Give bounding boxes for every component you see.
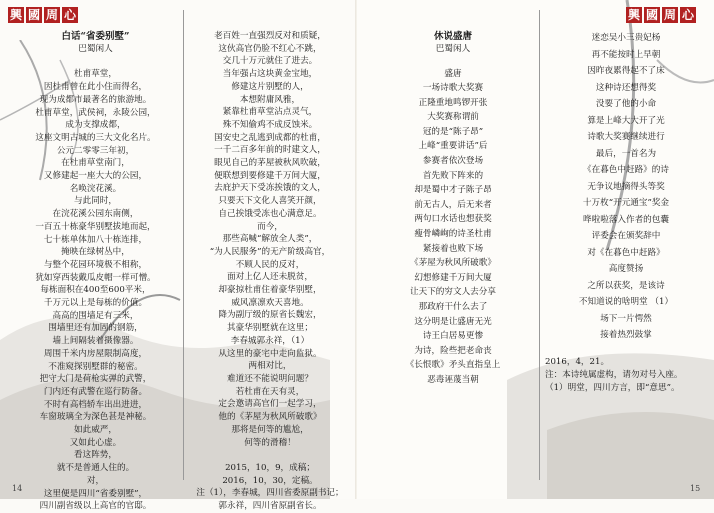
column-poem-1: [378, 30, 528, 388]
text-line: 看这阵势，: [74, 450, 117, 461]
text-line: 不准窥探别墅群的秘密。: [48, 361, 143, 372]
text-line: 迷恋吴小三贵妃杨: [591, 33, 661, 43]
text-line: 现为成都市最著名的旅游地。: [39, 94, 152, 105]
article-author: 巴蜀闲人: [78, 44, 113, 54]
text-line: 车窗玻璃全为深色甚是神秘。: [39, 412, 152, 423]
text-line: 因昨夜累得起不了床: [587, 66, 665, 76]
text-line: 那将是何等的尴尬，: [231, 424, 309, 435]
text-line: 眼见自己的茅屋被秋风吹破，: [214, 158, 326, 169]
text-line: 一千二百多年前的时建文人，: [214, 145, 326, 156]
poem-heading: 盛唐: [444, 69, 462, 80]
date-line: 2016，4，21。: [545, 357, 610, 368]
text-line: 难道还不能说明问题？: [227, 373, 313, 384]
text-line: 公元二零零三年初，: [56, 145, 135, 156]
badge-char: 心: [681, 8, 694, 22]
text-line: 老百姓一直强烈反对和质疑，: [214, 31, 326, 41]
text-line: 威风凛凛欢天喜地。: [231, 297, 309, 308]
text-line: 《长恨歌》矛头直指皇上: [405, 360, 501, 371]
badge-char: 興: [9, 8, 22, 22]
text-line: 不时有高档轿车出出进进，: [43, 399, 148, 410]
header-badge-right: [626, 7, 696, 23]
text-line: 对，: [86, 475, 105, 486]
text-line: 李春城郭永祥，（1）: [230, 335, 310, 346]
text-line: 评委会在颁奖辞中: [591, 231, 661, 241]
text-line: 瘦骨嶙峋的诗圣杜甫: [414, 229, 492, 240]
text-line: 十万枚“开元通宝”奖金: [582, 198, 670, 208]
column-article-1: [18, 30, 173, 513]
text-line: 掩映在绿树丛中，: [61, 247, 130, 258]
text-line: 因杜甫曾在此小住而得名，: [43, 82, 148, 93]
text-line: 前无古人，后无来者: [414, 199, 492, 210]
text-line: 门内还有武警在巡行防备。: [43, 386, 148, 397]
badge-char: 國: [645, 8, 658, 22]
text-line: 与此同时，: [74, 196, 117, 207]
text-line: 让天下的穷文人去分享: [410, 287, 496, 298]
text-line: 定会邀请高官们一起学习，: [218, 399, 322, 410]
text-line: 两句口水话也想获奖: [414, 214, 492, 225]
date-line: 2016，10，30，定稿。: [222, 475, 318, 486]
text-line: 这伙高官仍脸不红心不跳，: [218, 43, 322, 54]
text-line: 再不能按时上早朝: [591, 49, 661, 60]
text-line: 没要了他的小命: [595, 99, 657, 109]
text-line: 诗王白居易更惨: [422, 331, 484, 342]
text-line: 《在暮色中赶路》的诗: [583, 165, 669, 175]
text-line: 紧接着也败下场: [422, 243, 484, 254]
text-line: 犹如穿西装戴瓜皮帽一样可憎。: [35, 272, 156, 283]
badge-char: 周: [45, 8, 58, 22]
text-line: 本想附庸风雅，: [239, 94, 301, 105]
text-line: 诗歌大奖赛继续进行: [587, 132, 665, 142]
text-line: 围墙里还有加固的钢筋，: [48, 323, 143, 334]
text-line: 杜甫草堂，武侯祠，永陵公园，: [35, 107, 156, 118]
text-line: 为诗，险些把老命丧: [414, 345, 492, 356]
text-line: 把守大门是荷枪实弹的武警，: [39, 374, 152, 385]
text-line: 降为副厅级的原省长魏宏，: [218, 310, 322, 321]
footnote: 郭永祥，四川省原副省长。: [218, 501, 322, 511]
footnote: 注（1），李春城，四川省委原副书记；: [196, 488, 344, 499]
text-line: 千万元以上是每栋的价值。: [43, 298, 148, 309]
text-line: 高高的围墙足有三米，: [52, 310, 139, 321]
text-line: 高度赞扬: [608, 264, 644, 274]
badge-char: 周: [663, 8, 676, 22]
column-divider-right: [539, 10, 540, 480]
text-line: 无争议地摘得头等奖: [587, 181, 665, 192]
text-line: 场下一片愕然: [600, 313, 652, 324]
text-line: 那些高喊“解放全人类”，: [222, 234, 318, 245]
text-line: 这分明是让盛唐无光: [414, 316, 492, 327]
text-line: 之所以获奖，是该诗: [587, 280, 665, 291]
text-line: 他的《茅屋为秋风所破歌》: [218, 412, 322, 423]
text-line: 参赛者依次登场: [422, 156, 484, 167]
text-line: 去庇护天下受冻挨饿的文人，: [214, 183, 326, 194]
text-line: 墙上间隔装着摄像器。: [52, 336, 139, 347]
text-line: 这里便是四川“省委别墅”，: [43, 488, 148, 499]
text-line: 杜甫草堂，: [74, 69, 117, 80]
page-number-right: 15: [690, 484, 701, 493]
text-line: 交几十万元就住了进去。: [222, 56, 318, 67]
footnote: 注：本诗纯属虚构，请勿对号入座。: [545, 369, 683, 380]
text-line: 就不是普通人住的。: [56, 463, 135, 474]
text-line: 这座文明古城的三大文化名片。: [35, 132, 156, 143]
text-line: 却是蜀中才子陈子昂: [414, 185, 492, 196]
text-line: 幻想修建千万间大厦: [414, 272, 492, 283]
text-line: 接着热烈鼓掌: [600, 330, 652, 340]
text-line: 便联想到要修建千万间大厦，: [214, 170, 326, 181]
text-line: 算是上峰大大开了光: [587, 115, 665, 126]
footnote: （1）明堂，四川方言，即“意思”。: [545, 382, 680, 393]
text-line: 两相对比，: [248, 361, 292, 372]
badge-char: 興: [627, 8, 640, 22]
text-line: 一场诗歌大奖赛: [422, 83, 484, 94]
header-badge-left: [8, 7, 78, 23]
text-line: 周围千米内房屋限制高度，: [43, 348, 148, 359]
column-divider: [183, 10, 184, 480]
badge-char: 國: [27, 8, 40, 22]
text-line: 却豪掠杜甫住着豪华别墅，: [218, 285, 322, 296]
text-line: 首先败下阵来的: [422, 170, 484, 181]
column-article-2: [190, 30, 350, 513]
text-line: 一百五十栋豪华别墅拔地而起，: [35, 221, 156, 232]
text-line: 其豪华别墅就在这里；: [227, 323, 313, 334]
text-line: 国安史之乱逃到成都的杜甫，: [214, 132, 326, 143]
text-line: 在杜甫草堂南门，: [61, 158, 130, 169]
text-line: 每栋面积在400至600平米，: [40, 285, 151, 296]
date-line: 2015，10，9，成稿；: [225, 462, 315, 473]
text-line: 四川副省级以上高官的官邸。: [39, 501, 152, 512]
text-line: 与整个花园环境极不相称，: [43, 259, 148, 270]
text-line: 何等的滑稽！: [244, 437, 296, 448]
text-line: 成为支撑成都，: [65, 120, 126, 131]
column-poem-2: [545, 30, 707, 394]
text-line: 殊不知偷鸡不成反蚀米。: [222, 119, 318, 130]
text-line: 自己挨饿受冻也心满意足。: [218, 208, 322, 219]
text-line: “为人民服务”的无产阶级高官，: [209, 246, 331, 257]
text-line: 面对上亿人还未脱贫，: [227, 272, 313, 283]
article-title: 白话“省委别墅”: [61, 31, 130, 42]
text-line: 最后，一首名为: [595, 148, 657, 159]
poem-title: 休说盛唐: [433, 31, 472, 42]
text-line: 名唤浣花溪。: [69, 183, 122, 194]
text-line: 那政府干什么去了: [418, 302, 488, 312]
text-line: 哗啦啦落入作者的包囊: [583, 214, 669, 225]
text-line: 大奖赛称谓前: [427, 112, 479, 123]
text-line: 紧靠杜甫草堂沾点灵气，: [222, 107, 318, 118]
text-line: 对《在暮色中赶路》: [587, 247, 665, 258]
text-line: 又修建起一座大大的公园，: [43, 171, 148, 182]
text-line: 又如此心虚。: [69, 437, 122, 448]
text-line: 恶毒诬蔑当朝: [427, 374, 479, 385]
text-line: 如此威严，: [74, 425, 117, 436]
text-line: 不知道说的啥明堂 （1）: [578, 297, 674, 307]
page-number-left: 14: [12, 484, 23, 493]
badge-char: 心: [63, 8, 76, 22]
text-line: 《茅屋为秋风所破歌》: [410, 258, 496, 269]
text-line: 冠的是“陈子昂”: [422, 126, 484, 137]
text-line: 这种诗还想得奖: [595, 82, 657, 93]
text-line: 七十栋单体加八十栋连排，: [43, 234, 148, 245]
text-line: 不顾人民的反对，: [235, 259, 305, 270]
text-line: 若杜甫在天有灵，: [235, 386, 305, 397]
text-line: 正隆重地鸣锣开张: [418, 97, 488, 108]
text-line: 在浣花溪公园东南侧，: [52, 209, 139, 220]
text-line: 上峰“重要讲话”后: [418, 141, 488, 152]
text-line: 从这里的豪宅中走向监狱。: [218, 348, 322, 359]
text-line: 当年强占这块黄金宝地，: [222, 69, 318, 80]
text-line: 而今，: [257, 221, 283, 232]
poem-author: 巴蜀闲人: [435, 44, 471, 54]
text-line: 修建这片别墅的人，: [231, 81, 309, 92]
text-line: 只要天下文化人喜笑开颜，: [218, 196, 322, 207]
